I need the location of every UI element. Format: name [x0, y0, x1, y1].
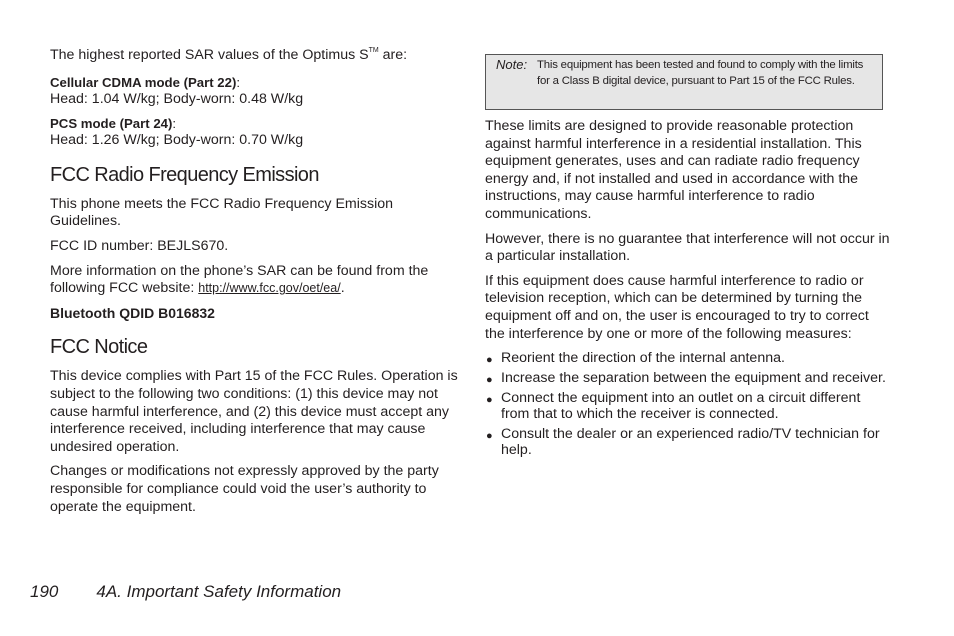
bullet-icon: ●	[486, 394, 493, 407]
page-footer	[30, 582, 341, 602]
note-label: Note:	[496, 57, 528, 72]
list-item	[485, 370, 891, 386]
list-item-text: Connect the equipment into an outlet on a circuit different from that to which the receiver is connected.	[501, 390, 861, 423]
sar-intro-text: The highest reported SAR values of the Optimus S	[50, 47, 369, 63]
bullet-icon: ●	[486, 430, 493, 443]
bluetooth-qdid: Bluetooth QDID B016832	[50, 304, 215, 321]
list-item	[485, 390, 891, 422]
fcc-website-link[interactable]: http://www.fcc.gov/oet/ea/	[198, 281, 341, 296]
note-text: This equipment has been tested and found to comply with the limits for a Class B digital device, pursuant to Part 15 of the FCC Rules.	[537, 59, 864, 87]
cdma-colon: :	[236, 74, 241, 90]
no-guarantee-paragraph: However, there is no guarantee that interference will not occur in a particular installation.	[485, 230, 890, 265]
more-info	[50, 263, 458, 298]
heading-fcc-notice: FCC Notice	[50, 336, 148, 359]
list-item-text: Reorient the direction of the internal antenna.	[501, 350, 785, 367]
cdma-label: Cellular CDMA mode (Part 22)	[50, 74, 237, 90]
list-item	[485, 426, 891, 458]
sar-intro-tail: are:	[378, 47, 408, 63]
notice-paragraph-2: Changes or modifications not expressly approved by the party responsible for compliance could void the user’s authority to operate the equipment.	[50, 463, 439, 515]
measures-paragraph: If this equipment does cause harmful interference to radio or television reception, which can be determined by turning the equipment off and on, the user is encouraged to try to correct the interference by one or more of the following measures:	[485, 272, 869, 342]
left-column	[50, 42, 458, 523]
pcs-values: Head: 1.26 W/kg; Body-worn: 0.70 W/kg	[50, 132, 304, 149]
pcs-mode	[50, 115, 458, 132]
list-item-text: Increase the separation between the equipment and receiver.	[501, 370, 886, 387]
pcs-colon: :	[172, 116, 177, 132]
cdma-values: Head: 1.04 W/kg; Body-worn: 0.48 W/kg	[50, 90, 304, 107]
bullet-icon: ●	[486, 354, 493, 367]
more-info-period: .	[340, 280, 345, 297]
right-column	[485, 54, 891, 462]
page-number: 190	[30, 582, 59, 601]
list-item-text: Consult the dealer or an experienced radio/TV technician for help.	[501, 426, 880, 459]
list-item	[485, 350, 891, 366]
bullet-icon: ●	[486, 374, 493, 387]
sar-intro	[50, 42, 458, 65]
fcc-id: FCC ID number: BEJLS670.	[50, 237, 229, 254]
section-title: 4A. Important Safety Information	[96, 582, 342, 601]
limits-paragraph: These limits are designed to provide reasonable protection against harmful interference in a residential installation. This equipment generates, uses and can radiate radio frequency energy and, if not installed and used in accordance with the instructions, may cause harmful interference to radio communications.	[485, 118, 862, 222]
more-info-text: More information on the phone’s SAR can be found from the following FCC website:	[50, 262, 429, 297]
pcs-label: PCS mode (Part 24)	[50, 116, 173, 132]
measures-list	[485, 350, 891, 458]
notice-paragraph-1: This device complies with Part 15 of the FCC Rules. Operation is subject to the following two conditions: (1) this device may not cause harmful interference, and (2) this device must accept any interference received, including interference that may cause undesired operation.	[50, 368, 458, 455]
heading-rf-emission: FCC Radio Frequency Emission	[50, 163, 319, 186]
trademark-sup: TM	[368, 47, 379, 54]
note-box	[485, 54, 883, 110]
cdma-mode	[50, 74, 458, 91]
rf-paragraph: This phone meets the FCC Radio Frequency Emission Guidelines.	[50, 195, 394, 230]
